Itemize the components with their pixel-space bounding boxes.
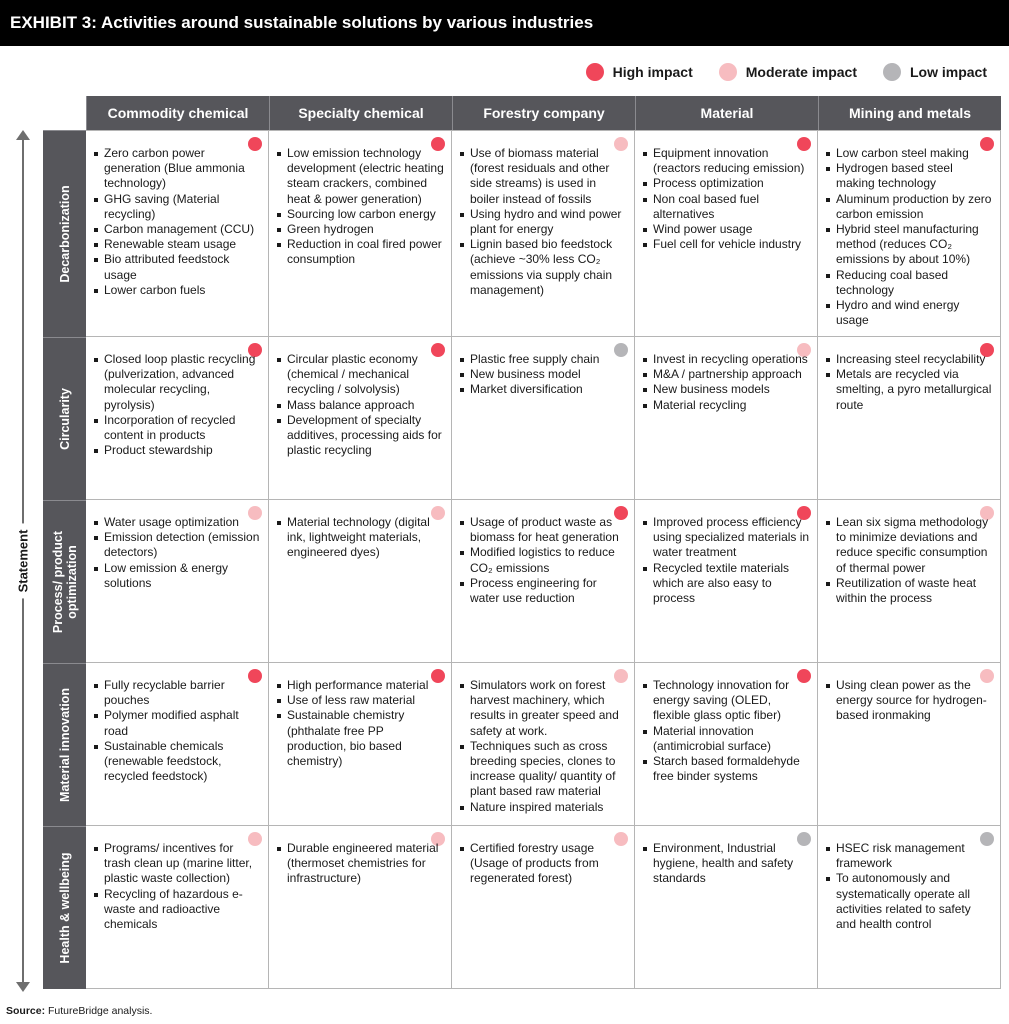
- activity-item: Sourcing low carbon energy: [275, 207, 445, 222]
- activity-item: Sustainable chemicals (renewable feedstock, recycled feedstock): [92, 739, 262, 785]
- matrix-corner: [43, 96, 86, 130]
- row-label-text: Decarbonization: [57, 185, 72, 283]
- matrix-cell: [86, 337, 269, 500]
- activity-item: Polymer modified asphalt road: [92, 708, 262, 738]
- matrix-cell: [452, 500, 635, 663]
- activity-item: Material recycling: [641, 398, 811, 413]
- matrix-cell: [635, 337, 818, 500]
- activity-item: Recycling of hazardous e-waste and radioactive chemicals: [92, 887, 262, 933]
- activity-list: [458, 515, 628, 606]
- activity-list: [458, 841, 628, 887]
- activity-item: Material innovation (antimicrobial surface): [641, 724, 811, 754]
- activity-item: Programs/ incentives for trash clean up (marine litter, plastic waste collection): [92, 841, 262, 887]
- activity-item: Nature inspired materials: [458, 800, 628, 815]
- matrix-cell: [818, 500, 1001, 663]
- activity-item: Starch based formaldehyde free binder systems: [641, 754, 811, 784]
- activity-item: Emission detection (emission detectors): [92, 530, 262, 560]
- activity-item: Market diversification: [458, 382, 628, 397]
- activity-item: Lower carbon fuels: [92, 283, 262, 298]
- matrix-cell: [452, 663, 635, 826]
- activity-item: High performance material: [275, 678, 445, 693]
- activity-item: Simulators work on forest harvest machinery, which results in greater speed and safety at work.: [458, 678, 628, 739]
- activity-item: Process engineering for water use reduction: [458, 576, 628, 606]
- legend-label: Low impact: [909, 64, 987, 80]
- activity-item: Water usage optimization: [92, 515, 262, 530]
- activities-matrix: [43, 96, 1001, 989]
- activity-item: Circular plastic economy (chemical / mechanical recycling / solvolysis): [275, 352, 445, 398]
- activity-item: Invest in recycling operations: [641, 352, 811, 367]
- activity-item: Reducing coal based technology: [824, 268, 994, 298]
- activity-item: Hybrid steel manufacturing method (reduces CO₂ emissions by about 10%): [824, 222, 994, 268]
- activity-item: Reduction in coal fired power consumption: [275, 237, 445, 267]
- activity-list: [641, 678, 811, 784]
- activity-item: GHG saving (Material recycling): [92, 192, 262, 222]
- activity-item: Certified forestry usage (Usage of products from regenerated forest): [458, 841, 628, 887]
- matrix-cell: [818, 663, 1001, 826]
- row-label: [43, 130, 86, 337]
- activity-item: Technology innovation for energy saving (OLED, flexible glass optic fiber): [641, 678, 811, 724]
- arrow-down-icon: [16, 982, 30, 992]
- activity-item: Sustainable chemistry (phthalate free PP production, bio based chemistry): [275, 708, 445, 769]
- row-label-text: Health & wellbeing: [57, 852, 72, 964]
- activity-list: [92, 352, 262, 458]
- activity-list: [824, 841, 994, 932]
- activity-item: Green hydrogen: [275, 222, 445, 237]
- activity-list: [275, 515, 445, 561]
- activity-item: Renewable steam usage: [92, 237, 262, 252]
- matrix-cell: [635, 826, 818, 989]
- matrix-cell: [86, 500, 269, 663]
- activity-item: Lean six sigma methodology to minimize deviations and reduce specific consumption of thermal power: [824, 515, 994, 576]
- matrix-cell: [269, 500, 452, 663]
- activity-item: Low carbon steel making: [824, 146, 994, 161]
- activity-item: Improved process efficiency using specialized materials in water treatment: [641, 515, 811, 561]
- activity-item: Techniques such as cross breeding species, clones to increase quality/ quantity of plant based raw material: [458, 739, 628, 800]
- legend-label: High impact: [612, 64, 693, 80]
- matrix-cell: [269, 337, 452, 500]
- activity-list: [824, 515, 994, 606]
- activity-list: [458, 678, 628, 815]
- matrix-cell: [452, 337, 635, 500]
- statement-axis: [10, 130, 36, 992]
- matrix-cell: [86, 130, 269, 337]
- activity-list: [275, 352, 445, 458]
- row-label-text: Material innovation: [57, 688, 72, 802]
- activity-list: [824, 352, 994, 413]
- activity-item: Plastic free supply chain: [458, 352, 628, 367]
- activity-item: Non coal based fuel alternatives: [641, 192, 811, 222]
- matrix-cell: [635, 663, 818, 826]
- impact-legend: [560, 63, 987, 81]
- source-note: [6, 1005, 152, 1017]
- activity-list: [641, 515, 811, 606]
- activity-item: Hydrogen based steel making technology: [824, 161, 994, 191]
- row-label: [43, 337, 86, 500]
- activity-item: Material technology (digital ink, lightweight materials, engineered dyes): [275, 515, 445, 561]
- activity-list: [458, 146, 628, 298]
- activity-item: Mass balance approach: [275, 398, 445, 413]
- exhibit-title: EXHIBIT 3: Activities around sustainable solutions by various industries: [0, 0, 1009, 46]
- matrix-cell: [269, 663, 452, 826]
- column-header: Mining and metals: [818, 96, 1001, 130]
- legend-high-impact: [586, 63, 693, 81]
- activity-item: Equipment innovation (reactors reducing emission): [641, 146, 811, 176]
- activity-list: [275, 146, 445, 268]
- arrow-up-icon: [16, 130, 30, 140]
- activity-item: Lignin based bio feedstock (achieve ~30% less CO₂ emissions via supply chain management): [458, 237, 628, 298]
- activity-item: Reutilization of waste heat within the process: [824, 576, 994, 606]
- activity-list: [275, 678, 445, 769]
- moderate-impact-dot-icon: [719, 63, 737, 81]
- activity-item: Use of less raw material: [275, 693, 445, 708]
- row-label-text: Process/ product optimization: [50, 530, 79, 634]
- activity-list: [641, 841, 811, 887]
- activity-list: [92, 146, 262, 298]
- row-label: [43, 500, 86, 663]
- activity-item: Zero carbon power generation (Blue ammonia technology): [92, 146, 262, 192]
- column-header: Commodity chemical: [86, 96, 269, 130]
- matrix-cell: [818, 130, 1001, 337]
- activity-item: Closed loop plastic recycling (pulverization, advanced molecular recycling, pyrolysis): [92, 352, 262, 413]
- matrix-cell: [86, 663, 269, 826]
- column-header: Forestry company: [452, 96, 635, 130]
- activity-item: Incorporation of recycled content in products: [92, 413, 262, 443]
- legend-label: Moderate impact: [745, 64, 857, 80]
- activity-item: Using clean power as the energy source for hydrogen-based ironmaking: [824, 678, 994, 724]
- source-label: Source:: [6, 1005, 46, 1017]
- activity-list: [92, 678, 262, 784]
- activity-item: New business model: [458, 367, 628, 382]
- activity-item: Low emission technology development (electric heating steam crackers, combined heat & power generation): [275, 146, 445, 207]
- activity-item: To autonomously and systematically operate all activities related to safety and health control: [824, 871, 994, 932]
- activity-item: Process optimization: [641, 176, 811, 191]
- activity-list: [275, 841, 445, 887]
- activity-item: Wind power usage: [641, 222, 811, 237]
- matrix-cell: [452, 826, 635, 989]
- activity-list: [641, 146, 811, 252]
- activity-item: Durable engineered material (thermoset chemistries for infrastructure): [275, 841, 445, 887]
- column-header: Material: [635, 96, 818, 130]
- activity-item: Product stewardship: [92, 443, 262, 458]
- low-impact-dot-icon: [883, 63, 901, 81]
- high-impact-dot-icon: [586, 63, 604, 81]
- legend-low-impact: [883, 63, 987, 81]
- matrix-cell: [635, 500, 818, 663]
- activity-item: Recycled textile materials which are also easy to process: [641, 561, 811, 607]
- activity-list: [92, 515, 262, 591]
- activity-item: Metals are recycled via smelting, a pyro metallurgical route: [824, 367, 994, 413]
- activity-item: Using hydro and wind power plant for energy: [458, 207, 628, 237]
- activity-item: Usage of product waste as biomass for heat generation: [458, 515, 628, 545]
- activity-item: Increasing steel recyclability: [824, 352, 994, 367]
- activity-list: [92, 841, 262, 932]
- activity-list: [824, 146, 994, 328]
- column-header: Specialty chemical: [269, 96, 452, 130]
- activity-item: Environment, Industrial hygiene, health and safety standards: [641, 841, 811, 887]
- activity-item: Use of biomass material (forest residuals and other side streams) is used in boiler instead of fossils: [458, 146, 628, 207]
- activity-item: Development of specialty additives, processing aids for plastic recycling: [275, 413, 445, 459]
- matrix-cell: [818, 337, 1001, 500]
- activity-list: [824, 678, 994, 724]
- activity-item: HSEC risk management framework: [824, 841, 994, 871]
- activity-item: Modified logistics to reduce CO₂ emissions: [458, 545, 628, 575]
- activity-item: Fuel cell for vehicle industry: [641, 237, 811, 252]
- axis-label: Statement: [16, 524, 31, 599]
- source-text: FutureBridge analysis.: [45, 1005, 153, 1017]
- activity-list: [641, 352, 811, 413]
- activity-item: New business models: [641, 382, 811, 397]
- activity-list: [458, 352, 628, 398]
- legend-moderate-impact: [719, 63, 857, 81]
- activity-item: Fully recyclable barrier pouches: [92, 678, 262, 708]
- matrix-cell: [86, 826, 269, 989]
- activity-item: Hydro and wind energy usage: [824, 298, 994, 328]
- activity-item: Aluminum production by zero carbon emission: [824, 192, 994, 222]
- activity-item: M&A / partnership approach: [641, 367, 811, 382]
- row-label-text: Circularity: [57, 388, 72, 450]
- activity-item: Low emission & energy solutions: [92, 561, 262, 591]
- row-label: [43, 826, 86, 989]
- activity-item: Carbon management (CCU): [92, 222, 262, 237]
- row-label: [43, 663, 86, 826]
- matrix-cell: [269, 130, 452, 337]
- matrix-cell: [269, 826, 452, 989]
- matrix-cell: [635, 130, 818, 337]
- matrix-cell: [818, 826, 1001, 989]
- activity-item: Bio attributed feedstock usage: [92, 252, 262, 282]
- matrix-cell: [452, 130, 635, 337]
